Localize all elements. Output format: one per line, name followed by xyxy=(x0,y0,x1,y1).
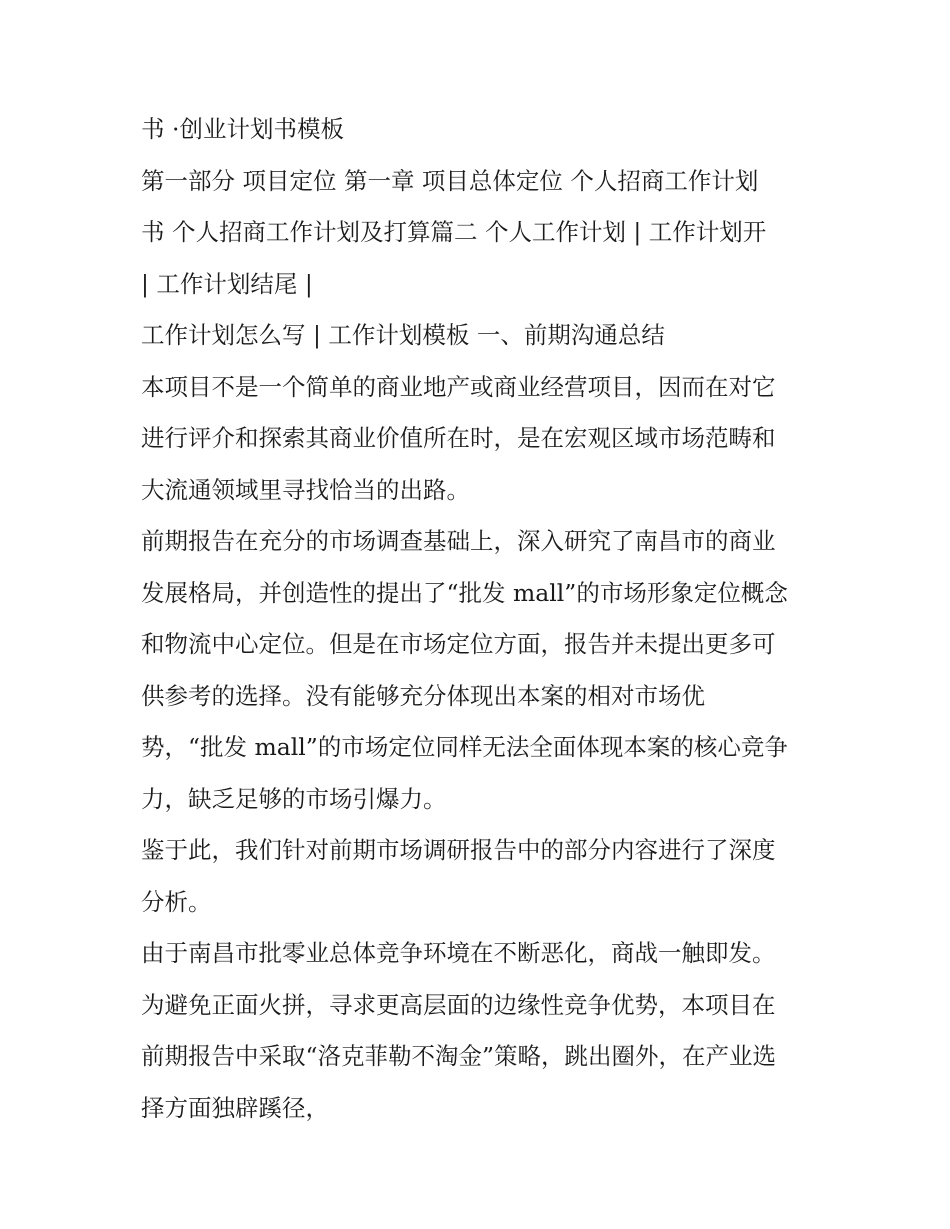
text-line: 发展格局，并创造性的提出了“批发 mall”的市场形象定位概念 xyxy=(141,578,788,607)
text-line: 供参考的选择。没有能够充分体现出本案的相对市场优 xyxy=(141,681,705,710)
text-line: 鉴于此，我们针对前期市场调研报告中的部分内容进行了深度 xyxy=(141,836,776,864)
text-line: 书 ·创业计划书模板 xyxy=(141,115,344,143)
text-line: 本项目不是一个简单的商业地产或商业经营项目，因而在对它 xyxy=(141,372,776,401)
text-line: 工作计划怎么写 | 工作计划模板 一、前期沟通总结 xyxy=(141,321,665,349)
text-line: 力，缺乏足够的市场引爆力。 xyxy=(141,784,447,813)
text-line: 第一部分 项目定位 第一章 项目总体定位 个人招商工作计划 xyxy=(141,166,759,195)
text-line: 择方面独辟蹊径， xyxy=(141,1093,329,1122)
text-line: 书 个人招商工作计划及打算篇二 个人工作计划 | 工作计划开 xyxy=(141,218,767,246)
text-line: 前期报告中采取“洛克菲勒不淘金”策略，跳出圈外，在产业选 xyxy=(141,1042,777,1070)
text-line: | 工作计划结尾 | xyxy=(141,269,313,298)
text-line: 为避免正面火拼，寻求更高层面的边缘性竞争优势，本项目在 xyxy=(141,990,776,1019)
text-line: 分析。 xyxy=(141,887,212,916)
text-line: 和物流中心定位。但是在市场定位方面，报告并未提出更多可 xyxy=(141,630,776,658)
text-line: 大流通领域里寻找恰当的出路。 xyxy=(141,475,470,504)
document-body xyxy=(141,104,821,1134)
text-line: 由于南昌市批零业总体竞争环境在不断恶化，商战一触即发。 xyxy=(141,939,776,967)
text-line: 前期报告在充分的市场调查基础上，深入研究了南昌市的商业 xyxy=(141,527,776,555)
text-line: 势，“批发 mall”的市场定位同样无法全面体现本案的核心竞争 xyxy=(141,733,788,761)
text-line: 进行评介和探索其商业价值所在时，是在宏观区域市场范畴和 xyxy=(141,424,776,452)
